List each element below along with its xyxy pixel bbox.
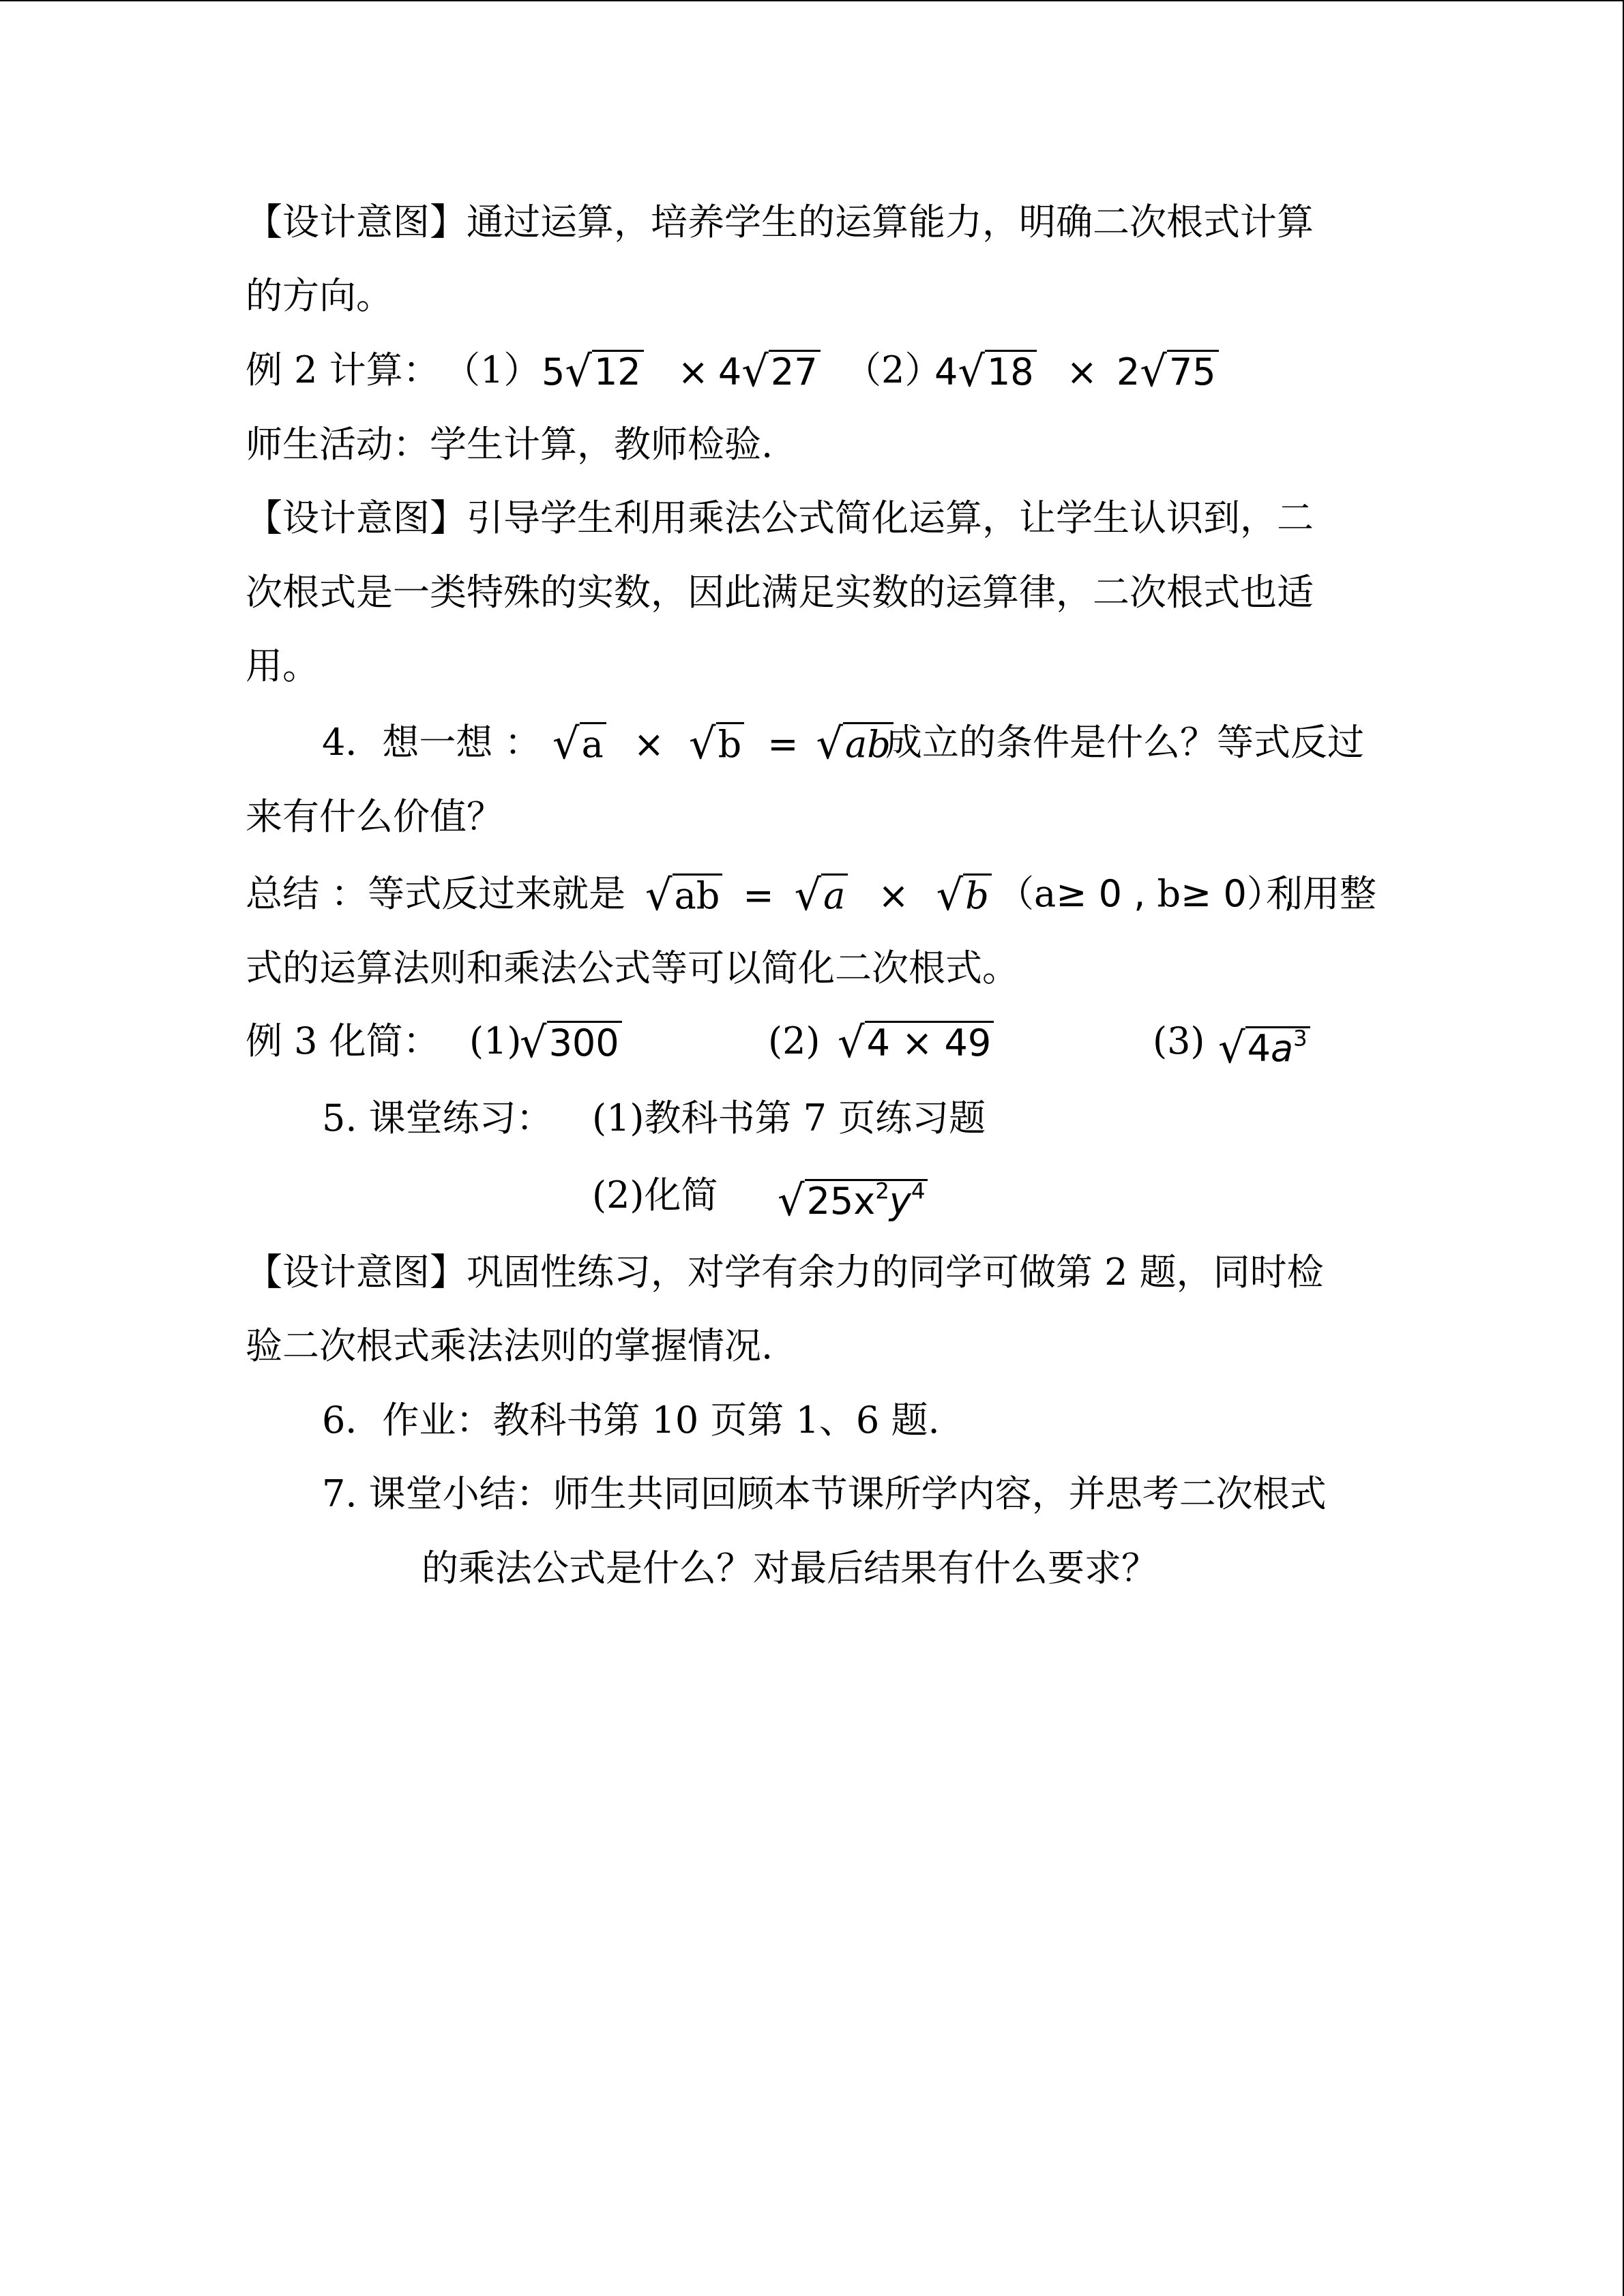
radicand-variable-y: y <box>889 1179 911 1223</box>
example-3-expression-2 <box>838 1017 994 1067</box>
design-intent-tag: 【设计意图】 <box>246 200 467 243</box>
sqrt-icon: √ <box>1218 1022 1245 1073</box>
radicand-exponent: 3 <box>1293 1025 1308 1052</box>
sqrt-icon: √ <box>936 869 964 920</box>
radicand: a <box>580 722 606 763</box>
design-intent-2-line-1 <box>246 496 1314 539</box>
radical <box>565 346 643 396</box>
radical <box>741 346 820 396</box>
think-label: 4．想一想 ： <box>322 721 542 764</box>
coefficient: 2 <box>1116 350 1140 393</box>
sqrt-icon: √ <box>816 718 844 769</box>
radical <box>794 869 848 920</box>
sqrt-icon: √ <box>794 869 822 920</box>
sqrt-icon: √ <box>645 869 673 920</box>
radicand-variable: a <box>1270 1026 1294 1070</box>
sqrt-icon: √ <box>741 346 769 396</box>
design-intent-text: 巩固性练习，对学有余力的同学可做第 2 题，同时检 <box>467 1251 1324 1294</box>
think-question-line-2: 来有什么价值？ <box>246 795 503 838</box>
radicand-coefficient: 25 <box>806 1179 854 1223</box>
radical <box>838 1017 994 1067</box>
sqrt-icon: √ <box>552 718 580 769</box>
equals-sign: = <box>743 874 774 917</box>
design-intent-tag: 【设计意图】 <box>246 1251 467 1294</box>
design-intent-2-line-2: 次根式是一类特殊的实数，因此满足实数的运算律，二次根式也适 <box>246 571 1314 614</box>
times-sign: × <box>1066 350 1097 393</box>
example-2-part-1-label: （1） <box>443 348 541 391</box>
radicand: 18 <box>985 350 1037 391</box>
radicand <box>1245 1025 1310 1070</box>
sqrt-icon: √ <box>520 1017 547 1067</box>
summary-condition <box>997 872 1295 915</box>
paren-open: （ <box>997 872 1034 915</box>
radicand: b <box>716 722 745 763</box>
design-intent-text: 通过运算，培养学生的运算能力，明确二次根式计算 <box>467 200 1314 243</box>
class-summary-line-1: 7. 课堂小结：师生共同回顾本节课所学内容，并思考二次根式 <box>322 1472 1327 1515</box>
design-intent-1-line-1 <box>246 200 1314 243</box>
page-top-border <box>0 0 1624 1</box>
times-sign: × <box>878 874 909 917</box>
radical <box>936 869 992 920</box>
radical <box>1140 346 1218 396</box>
design-intent-3-line-1 <box>246 1251 1324 1294</box>
exponent-x: 2 <box>875 1178 889 1204</box>
example-3-part-3-label: (3) <box>1153 1019 1205 1062</box>
summary-line-2: 式的运算法则和乘法公式等可以简化二次根式。 <box>246 946 1019 989</box>
radicand: 27 <box>769 350 821 391</box>
example-2-expression-2 <box>934 346 1219 396</box>
class-summary-line-2: 的乘法公式是什么？对最后结果有什么要求？ <box>422 1547 1158 1590</box>
times-sign: × <box>633 722 665 766</box>
sqrt-icon: √ <box>958 346 985 396</box>
radical <box>689 718 744 769</box>
equals-sign: = <box>767 722 799 766</box>
radical <box>958 346 1036 396</box>
example-2-label: 例 2 计算： <box>246 348 440 391</box>
practice-item-2-expression <box>778 1175 928 1225</box>
radicand: ab <box>843 722 894 763</box>
coefficient: 4 <box>934 350 958 393</box>
radicand: 75 <box>1167 350 1219 391</box>
sqrt-icon: √ <box>1140 346 1167 396</box>
radicand: a <box>821 874 848 914</box>
practice-item-2-label: (2)化简 <box>592 1174 718 1217</box>
design-intent-text: 引导学生利用乘法公式简化运算，让学生认识到，二 <box>467 496 1314 539</box>
summary-formula <box>645 869 992 920</box>
example-2-expression-1 <box>542 346 821 396</box>
radical <box>1218 1022 1310 1073</box>
coefficient: 5 <box>542 350 565 393</box>
radicand: ab <box>673 874 723 914</box>
radicand <box>805 1178 928 1223</box>
radicand: 300 <box>547 1021 622 1062</box>
sqrt-icon: √ <box>778 1175 805 1225</box>
sqrt-icon: √ <box>689 718 716 769</box>
sqrt-icon: √ <box>838 1017 865 1067</box>
times-sign: × <box>677 350 709 393</box>
example-3-expression-1 <box>520 1017 622 1067</box>
example-3-expression-3 <box>1218 1022 1310 1073</box>
radical <box>645 869 722 920</box>
homework: 6．作业：教科书第 10 页第 1、6 题. <box>322 1399 940 1442</box>
practice-label: 5. 课堂练习： <box>322 1097 553 1139</box>
think-formula <box>552 718 894 769</box>
radical <box>816 718 893 769</box>
summary-label: 总结 ：等式反过来就是 <box>246 872 626 915</box>
coefficient: 4 <box>718 350 742 393</box>
condition-variable-a: a <box>1034 872 1057 915</box>
radical <box>520 1017 622 1067</box>
think-question: 成立的条件是什么？等式反过 <box>885 721 1364 764</box>
radicand: 12 <box>592 350 644 391</box>
exponent-y: 4 <box>911 1178 926 1204</box>
practice-item-1: (1)教科书第 7 页练习题 <box>592 1097 986 1139</box>
condition-inequality: ≥ 0 , <box>1056 872 1157 915</box>
design-intent-tag: 【设计意图】 <box>246 496 467 539</box>
radical <box>552 718 606 769</box>
radicand: 4 × 49 <box>865 1021 994 1062</box>
radical <box>778 1175 928 1225</box>
example-3-part-1-label: (1) <box>469 1019 522 1062</box>
radicand-coefficient: 4 <box>1247 1026 1271 1070</box>
condition-inequality-end: ≥ 0）, <box>1181 872 1295 915</box>
design-intent-3-line-2: 验二次根式乘法法则的掌握情况. <box>246 1324 773 1367</box>
example-3-label: 例 3 化简： <box>246 1019 440 1062</box>
design-intent-2-line-3: 用。 <box>246 644 319 687</box>
sqrt-icon: √ <box>565 346 592 396</box>
radicand-variable-x: x <box>853 1179 876 1223</box>
design-intent-1-line-2: 的方向。 <box>246 274 393 317</box>
radicand: b <box>963 874 992 914</box>
example-2-part-2-label: （2） <box>844 348 942 391</box>
teacher-student-activity: 师生活动：学生计算，教师检验. <box>246 423 773 466</box>
summary-tail: 利用整 <box>1266 872 1376 915</box>
example-3-part-2-label: (2) <box>768 1019 821 1062</box>
condition-variable-b: b <box>1157 872 1181 915</box>
